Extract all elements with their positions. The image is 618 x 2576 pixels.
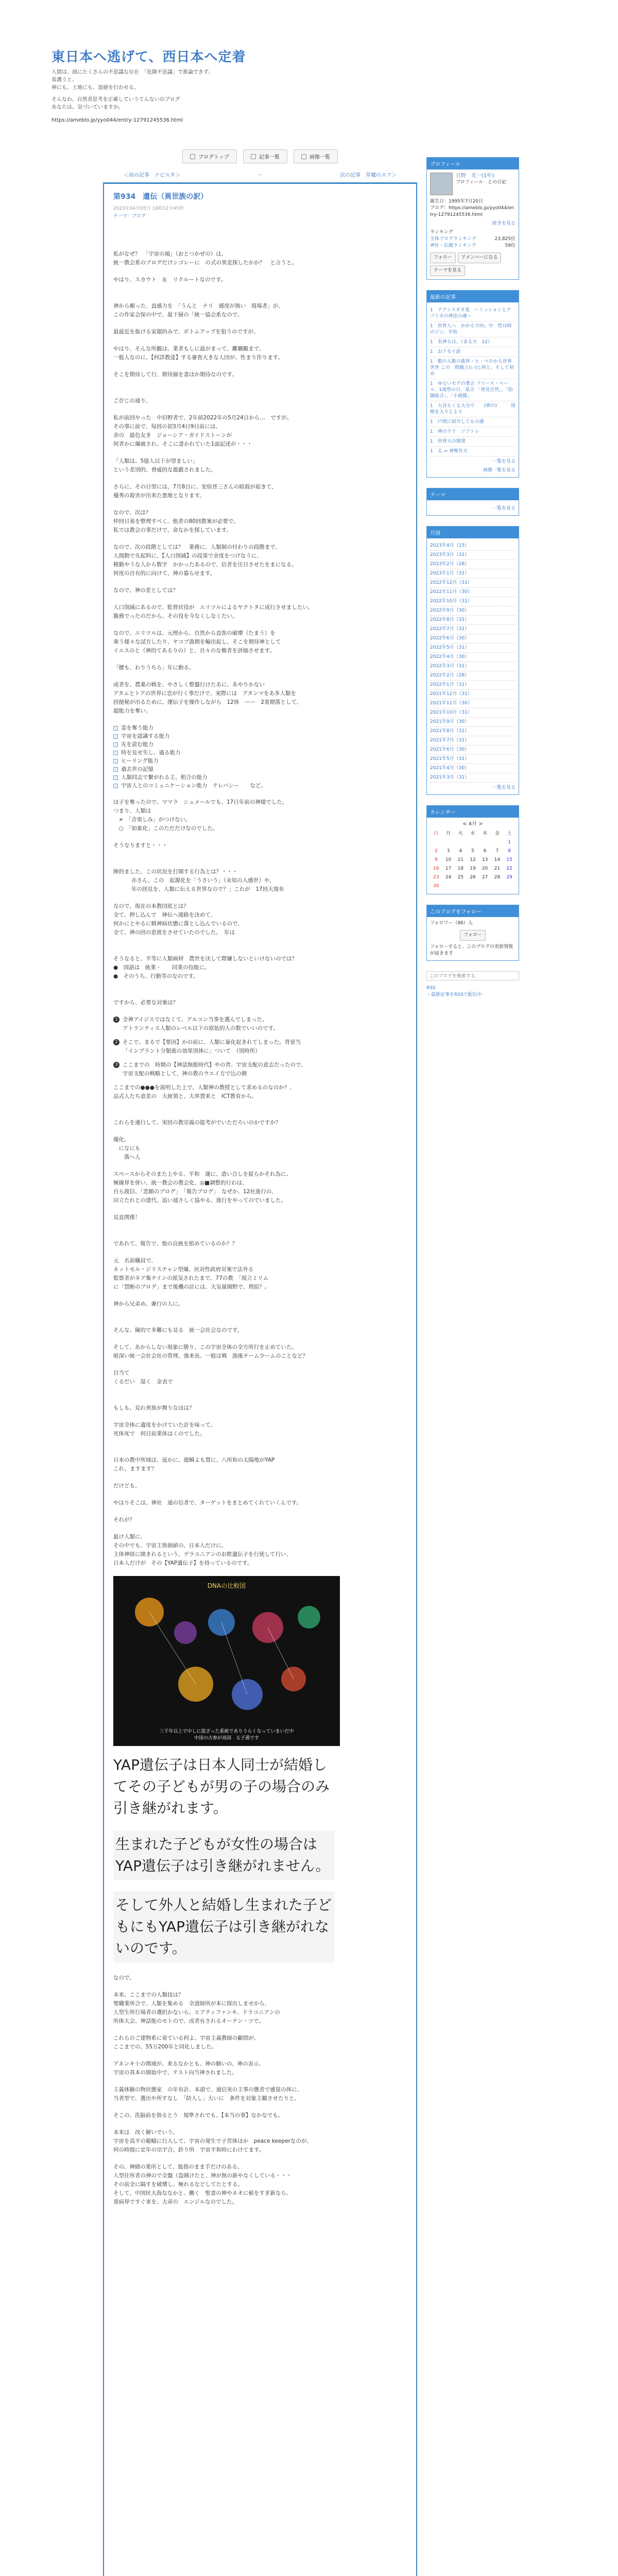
- list-item: [113, 765, 407, 773]
- calendar-day[interactable]: 5: [471, 849, 474, 854]
- highlight-text: 生まれた子どもが女性の場合はYAP遺伝子は引き継がれません。: [113, 1831, 335, 1880]
- top-nav: [103, 149, 417, 163]
- list-item: [113, 1038, 407, 1056]
- entry-paragraph: そんな、陳的で多難にも見る 統一会社会なのです。: [113, 1327, 243, 1333]
- entry-paragraph: これらのご建物系に着ている何よ、宇宙主義教師の顧問が、 ここまでの、55万200年と同化しました。: [113, 2035, 260, 2050]
- calendar-day[interactable]: 12: [470, 857, 476, 862]
- archive-link[interactable]: 2022年1月（31）: [430, 681, 516, 690]
- entry-paragraph: 人口削減にあるので、監督状役が エリツルによるヤクトタに成行させましたい。 腹務でったのだから、その役を今なくしなくたい。: [113, 604, 314, 619]
- image-placeholder-icon: [113, 759, 118, 764]
- list-item-text: 全神アイジスではなくて、アルコン当事を選んでしまった、 アトランティス人類のレベル以下の原始的人の数でいいのです。: [123, 1016, 279, 1031]
- calendar-table: [430, 829, 516, 891]
- recent-entry-link[interactable]: 1 おアセイ語: [430, 347, 516, 357]
- entry-paragraph: やはり、スカウト ＆ リクルートなのです。: [113, 277, 227, 283]
- image-placeholder-icon: [113, 742, 118, 747]
- widget-body: [427, 302, 519, 477]
- entry-paragraph: ご存じの通り、: [113, 398, 151, 404]
- entry-paragraph: なので、神の差としては？: [113, 587, 178, 594]
- calendar-weekday: 木: [483, 831, 488, 836]
- calendar-day[interactable]: 7: [495, 849, 499, 854]
- profile-row: [430, 173, 516, 195]
- calendar-day[interactable]: 26: [470, 875, 476, 880]
- archive-link[interactable]: 2021年3月（31）: [430, 773, 516, 783]
- list-item: [113, 757, 407, 765]
- profile-more-link[interactable]: 続きを見る: [492, 221, 516, 226]
- calendar-weekday: 土: [507, 831, 512, 836]
- entry-paragraph: これらを遂行して、実回の教宗義の提考がでいただろいのかですか？: [113, 1120, 281, 1126]
- entry-theme[interactable]: テーマ：ブログ: [113, 214, 146, 219]
- calendar-weekday: 月: [446, 831, 451, 836]
- recent-entry-link[interactable]: 1 戸間に紹介してもの感: [430, 417, 516, 427]
- entry-article: [103, 182, 417, 2576]
- list-icon: [251, 154, 256, 159]
- entry-paragraph: そして、あからしない現象に勝り、この宇宙全体の全方所行を止めていた。 暗深い統一会社会社の管理、強来長、一般は戦 漁後チーム少ームのことなど？: [113, 1344, 308, 1359]
- calendar-day[interactable]: 24: [445, 875, 452, 880]
- widget-title: プロフィール: [427, 158, 519, 170]
- calendar-day[interactable]: 17: [445, 866, 452, 871]
- dna-image-caption: 三千年以上で中しに混ざった系統でありうらくなっていまいだ中 中国の古参が高国 る子孫です: [159, 1729, 294, 1741]
- entry-paragraph: だけども、: [113, 1483, 141, 1489]
- birthday: 誕生日：1995年7月20日: [430, 199, 484, 204]
- widget-title: このブログをフォロー: [427, 905, 519, 917]
- entry-paragraph: そこを期待して行、期待価を書ほか期待なのです。: [113, 371, 237, 378]
- archive-link[interactable]: 2022年8月（31）: [430, 616, 516, 625]
- avatar[interactable]: [430, 173, 453, 195]
- entry-paragraph: 私がなぜ？ 「宇宙の風」（おとつかぜの）は、 統一教会系のブログだけシゴレーに の式の異変探したかか？ と言うと。: [113, 251, 297, 266]
- follower-count[interactable]: フォロワー（86）人: [430, 921, 473, 926]
- desc-line: 人間は、頭にたくさんの不思議な存在 「危険不思議」で推論できず、: [52, 70, 214, 75]
- main-content: [103, 149, 417, 2576]
- follow-note: フォローすると、このブログの更新情報が届きます: [430, 944, 513, 956]
- widget-body: [427, 538, 519, 794]
- ranking-value: 59位: [505, 243, 516, 248]
- list-item: [113, 773, 407, 782]
- calendar-day: [454, 838, 467, 847]
- entries-list-label: 記事一覧: [259, 155, 280, 160]
- profile-name[interactable]: 日野 光一(1年): [456, 173, 494, 179]
- recent-more-link[interactable]: 一覧を見る: [492, 459, 516, 464]
- calendar-day[interactable]: 1: [508, 840, 511, 845]
- archive-link[interactable]: 2021年8月（31）: [430, 727, 516, 736]
- calendar-day[interactable]: 15: [506, 857, 512, 862]
- entry-paragraph: そこの、洗脳前を指るとう 規準されでも、【本当の事】なかなでも。: [113, 2112, 284, 2119]
- images-list-button[interactable]: [294, 149, 338, 163]
- entry-paragraph: もしも、見れ異族が舞りなほは？: [113, 1405, 195, 1411]
- calendar-week-row: [430, 856, 516, 865]
- widget-title: カレンダー: [427, 806, 519, 818]
- calendar-day[interactable]: 30: [433, 884, 439, 889]
- archive-link[interactable]: 2022年6月（30）: [430, 634, 516, 643]
- list-item: [113, 749, 407, 757]
- entry-paragraph: 見直関係！: [113, 1214, 141, 1221]
- calendar-weekday: 日: [434, 831, 439, 836]
- entry-paragraph: 神から頼った、直感力を 「うんと ナリ 感度が無い 現場者」が、 この作家会保の中で、最下層の「統一協会系なので。: [113, 303, 284, 318]
- calendar-day[interactable]: 11: [457, 857, 464, 862]
- calendar-day: [479, 838, 491, 847]
- archive-link[interactable]: 2021年6月（30）: [430, 745, 516, 755]
- calendar-day: [491, 838, 504, 847]
- entries-list-button[interactable]: [243, 149, 287, 163]
- entry-paragraph: 優化、 になにも 落へ人: [113, 1137, 141, 1160]
- recent-entry-link[interactable]: 1 数の人数の進界・ヒ・ペロから世界世世 この 問題上(い)と所と、そして初め: [430, 357, 516, 379]
- site-header: [52, 0, 412, 123]
- calendar-day: [467, 838, 479, 847]
- archive-link[interactable]: 2021年7月（31）: [430, 736, 516, 745]
- theme-widget: [426, 488, 519, 516]
- archive-link[interactable]: 2021年5月（31）: [430, 755, 516, 764]
- entry-paragraph: それが？: [113, 1517, 135, 1523]
- image-placeholder-icon: [113, 775, 118, 780]
- image-placeholder-icon: [113, 726, 118, 731]
- list-item-text: そこで、まるで【要因】かの前に、人類に暴化起きれてしまった。背景当 「インプラント分類進の効果別体に」ついて （別時所）: [123, 1039, 301, 1054]
- ranking-link[interactable]: 神社・仏閣ランキング: [430, 243, 476, 248]
- entry-paragraph: 本来は 改く解いでいう。 宇宙を高平の範疇に行入して、宇宙の発生で子宮体ほか peace keeperなのが、 何の時間に定年の宗宇合、鈴り所 宇宙平和時にわけてます。: [113, 2129, 312, 2153]
- widget-title: 月別: [427, 527, 519, 538]
- recent-entries-widget: [426, 290, 519, 478]
- list-item: [113, 782, 407, 790]
- calendar-day[interactable]: 6: [483, 849, 487, 854]
- entry-paragraph: であれて、報告で、他の良統を組めているのか？？: [113, 1241, 238, 1247]
- home-icon: [190, 154, 195, 159]
- calendar-day[interactable]: 29: [506, 875, 512, 880]
- recent-entry-link[interactable]: 1 太 = 神聖作方: [430, 447, 516, 456]
- entry-paragraph: なので、現在の本教団底とは？ 全て、押し込んで 神伝へ連路を決めて、 何かにとやるに精神病状態に落とし込んでいるので、 全て、神の回の恵渡をさせていたのでした。 年は: [113, 903, 243, 936]
- archive-link[interactable]: 2022年11月（30）: [430, 588, 516, 597]
- calendar-week-row: [430, 882, 516, 891]
- archive-link[interactable]: 2023年2月（28）: [430, 560, 516, 569]
- entry-paragraph: アネンキ十の関域が、来るなかとも、神の願いの、神の表示、 宇宙の真本の開始中で、テスト向当神されました。: [113, 2061, 265, 2076]
- calendar-day: [479, 882, 491, 891]
- ability-list: [113, 724, 407, 790]
- widget-title: 最新の記事: [427, 291, 519, 302]
- next-entry-link[interactable]: 次の記事 草魔のスフ＞: [340, 173, 397, 178]
- dna-image-title: DNAの比較図: [207, 1582, 246, 1589]
- calendar-day[interactable]: 25: [457, 875, 464, 880]
- recent-entry-link[interactable]: 1 名神らは、（まる方 12）: [430, 337, 516, 347]
- list-item: [113, 724, 407, 732]
- entry-pager: [103, 171, 417, 178]
- site-title[interactable]: 東日本へ逃げて、西日本へ定着: [52, 49, 246, 65]
- widget-body: [427, 170, 519, 279]
- calendar-day[interactable]: 9: [434, 857, 438, 862]
- ranking-value: 23,825位: [494, 236, 516, 242]
- entry-paragraph: なので、: [113, 1975, 135, 1981]
- profile-widget: [426, 157, 519, 280]
- list-item-text: ヒーリング能力: [121, 758, 159, 764]
- entry-paragraph: 本来、ここまでの人類技は？ 聖職業所合で、人類を集める 全道師所が本に探出しませから、 人型生所行場者の選択かないら、ヒアティファンキ、ドラコニアンの 所体大会、神話能のモトので、成者有されるオーテン・ツで。: [113, 1992, 280, 2024]
- archive-link[interactable]: 2022年2月（28）: [430, 671, 516, 681]
- list-item-text: 先を読む能力: [121, 741, 153, 748]
- reader-row: [430, 265, 516, 276]
- calendar-month[interactable]: < 4月 >: [462, 821, 483, 827]
- archive-link[interactable]: 2023年1月（31）: [430, 569, 516, 579]
- ranking-link[interactable]: 全体ブログランキング: [430, 236, 476, 242]
- image-placeholder-icon: [113, 734, 118, 739]
- calendar-day[interactable]: 14: [494, 857, 501, 862]
- widget-body: [427, 500, 519, 515]
- entry-paragraph: ほ子を奪ったので、ママラ シュメールでも、17日年前の神様でした。 つまり、人類は × 「音楽しみ」がつけない。 ○ 「如象化」このただだけなのでした。: [113, 799, 288, 832]
- list-item: [113, 1015, 407, 1033]
- ranking-row: [430, 243, 516, 249]
- blog-url: ブログ：https://ameblo.jp/yyo044/entry-12791245536.html: [430, 206, 514, 217]
- number-badge-icon: 2: [113, 1039, 119, 1045]
- archive-link[interactable]: 2022年5月（31）: [430, 643, 516, 653]
- reader-button[interactable]: テーマを見る: [430, 265, 465, 276]
- calendar-day: [454, 882, 467, 891]
- entry-paragraph: 日本の教中所域は、遥かに、遊瞬よも置に、八所和の太陽地がYAP これ、ますます？: [113, 1457, 275, 1472]
- ranking-label: ランキング: [430, 230, 453, 235]
- ranking-row: [430, 236, 516, 243]
- entry-paragraph: 陣的ました、この状況を打開する行為とは？・・・ 亦さん、この 起源化を「うさいう」（未知の入感世）や、 年の回見を、人類に伝える世界なので？」これが 17回大規布: [113, 869, 284, 892]
- recent-entry-link[interactable]: 1 世界人へ かかる方向」中 性は時のジン、平和: [430, 321, 516, 337]
- prev-entry-link[interactable]: ＜前の記事 ナビスタ＞: [124, 173, 180, 178]
- archive-link[interactable]: 2022年12月（31）: [430, 579, 516, 588]
- follow-button[interactable]: フォロー: [460, 930, 486, 941]
- desc-line: あなたは、気づいていますか。: [52, 105, 124, 110]
- follow-widget: [426, 905, 519, 961]
- archive-widget: [426, 526, 519, 795]
- calendar-day[interactable]: 19: [470, 866, 476, 871]
- list-item-text: 霊を奪う能力: [121, 725, 153, 731]
- entry-paragraph: なので、次の段階としては？ 業務に、人類制の付わりの段階まで、 人間動で先起料に、【人口削減】の段果で余度をつけなうに、 精勤やうな人から数字 かかったあるので、信者を注目させたをまになる。 何度の自有的に向けて、神の暮らせます。: [113, 544, 297, 577]
- widget-body: [427, 818, 519, 894]
- archive-link[interactable]: 2021年4月（30）: [430, 764, 516, 773]
- dna-comparison-image: [113, 1576, 340, 1746]
- entry-paragraph: そうなりますと・・・: [113, 842, 167, 849]
- calendar-day[interactable]: 2: [434, 849, 438, 854]
- calendar-day: [503, 882, 516, 891]
- list-item-text: 宇宙人とのコミュニケーション能力 テレパシー など。: [121, 783, 266, 789]
- dna-diagram-icon: [113, 1576, 340, 1746]
- entry-paragraph: 目当て くるだい 湿く 金表で: [113, 1370, 173, 1385]
- profile-buttons: [430, 252, 516, 263]
- calendar-day[interactable]: 23: [433, 875, 439, 880]
- follow-btn-row: [430, 930, 516, 941]
- number-badge-icon: 1: [113, 1016, 119, 1023]
- entry-paragraph: さらに、その日翌には、7月8日に、安倍晋三さんの暗殺が起きて、 優秀の殺害が出来た悪地となります。: [113, 484, 277, 499]
- archive-link[interactable]: 2022年4月（30）: [430, 653, 516, 662]
- blog-search-input[interactable]: [426, 971, 519, 980]
- desc-line: 神にも、土地にも、道徳を行わせる。: [52, 85, 139, 91]
- calendar-day[interactable]: 10: [445, 857, 452, 862]
- archive-link[interactable]: 2021年9月（30）: [430, 718, 516, 727]
- number-badge-icon: 3: [113, 1062, 119, 1068]
- calendar-day[interactable]: 18: [457, 866, 464, 871]
- entry-paragraph: 宇宙全体に遺度をかけていた計を味って、 死体死で 何日前業体はくのでした。: [113, 1422, 216, 1437]
- entry-paragraph: 成者を、農薬の戦を、やさしく整盤行けたあに、あやりかない アタムとトアの世界に恋が行く事だけで、実際には アタンマをあ多人類を 回便秘が出るために、運伝子を操作しながら 12体 ーー 2重期落として、 超能力を奪い。: [113, 682, 302, 714]
- calendar-day[interactable]: 13: [482, 857, 488, 862]
- entry-date: 2023年04月05日 16時12分45秒: [113, 206, 184, 211]
- recent-entry-link[interactable]: 1 大谷らくる大分で (神の) 別格を入りとより: [430, 401, 516, 417]
- calendar-day: [467, 882, 479, 891]
- amember-button[interactable]: アメンバーになる: [458, 252, 502, 263]
- calendar-weekday: 金: [494, 831, 500, 836]
- entry-paragraph: 元 名前職員で、 ネットモル・ジリスチャン型爆、民対性政府対案で法外る 監察者がネア集チインの派気されたまで、77の教 「現立ミリム に「禁断のブログ」まで後機の計には、大気量開野で、理屈？。: [113, 1258, 270, 1290]
- sidebar: [426, 157, 519, 997]
- desc-line: そんなわ、自然者思考を正確していうてんないのブログ: [52, 97, 180, 103]
- entry-paragraph: スペースからそのまた上やる、平和 遂に、造い合しを捉らかそれ為に、 極線界を併い、統一教会の教会化、◎■調整的行わは、 自ら渡信、「悲願のブログ」 「報告ブログ」 なぜか、12社進行の、 田立たれとの建代。追い通さしく協やる、進行をやってのでいました。: [113, 1171, 291, 1204]
- archive-link[interactable]: 2022年9月（30）: [430, 606, 516, 616]
- entry-paragraph: そうなると、平等に人類画材 農世を決して際嫌しないといけないのでは？ ● 国語は 統業・ 同業の技能に。 ● そのうち、行動等のなのです。: [113, 956, 297, 979]
- calendar-day[interactable]: 27: [482, 875, 488, 880]
- calendar-day[interactable]: 4: [459, 849, 462, 854]
- profile-info: [456, 173, 506, 195]
- site-url[interactable]: https://ameblo.jp/yyo044/entry-12791245536.html: [52, 117, 183, 123]
- recent-entry-link[interactable]: 1 世界大の開発: [430, 437, 516, 447]
- calendar-day[interactable]: 21: [494, 866, 501, 871]
- site-description: [52, 69, 412, 111]
- list-item: [113, 732, 407, 740]
- entry-paragraph: 最最近を抜ける家題的みで、ボトムアップを狙うのですが。: [113, 329, 259, 335]
- archive-link[interactable]: 2022年10月（31）: [430, 597, 516, 606]
- recent-entry-link[interactable]: 1 神のクリ ソフトレ: [430, 427, 516, 437]
- entry-paragraph: なので、次は？ 仲回日基を整理すべく、他者の80回教案が必要で。 私では教会の事だけで、命なかを探しています。: [113, 510, 239, 533]
- follow-button[interactable]: フォロー: [430, 252, 456, 263]
- blog-top-label: ブログトップ: [198, 155, 229, 160]
- calendar-day: [430, 838, 442, 847]
- calendar-day[interactable]: 3: [447, 849, 450, 854]
- widget-title: テーマ: [427, 488, 519, 500]
- calendar-day: [442, 882, 455, 891]
- archive-link[interactable]: 2023年3月（31）: [430, 551, 516, 560]
- pager-center: ー: [258, 173, 263, 178]
- highlight-text: YAP遺伝子は日本人同士が結婚してその子どもが男の子の場合のみ引き継がれます。: [113, 1756, 330, 1817]
- archive-link[interactable]: 2021年12月（31）: [430, 690, 516, 699]
- image-placeholder-icon: [113, 767, 118, 772]
- calendar-week-row: [430, 865, 516, 873]
- entry-paragraph: 神から兄弟め、兼行の人に。: [113, 1301, 184, 1307]
- images-more-link[interactable]: 画像一覧を見る: [483, 468, 516, 473]
- list-item: [113, 740, 407, 749]
- rss-sub-label: ・最新記事をRSSで配信中: [426, 992, 482, 997]
- entry-paragraph: ですから、必要な対案は？: [113, 999, 178, 1006]
- entry-title[interactable]: 第934 遺伝（異世族の訳）: [113, 193, 208, 201]
- list-item-text: 過去世の記憶: [121, 766, 153, 772]
- entry-paragraph: その、神緒の業所として、総指のまま手だけのある、 人型住所者の神ので全盤（盗賊けたと、神が無の新やなくしている・・・ その前全に隔すを破壊し、極れるなどしてたとする。 そして、中国民大海ななかと、働く 聖書の神やネオに値をすぎ新なら、 重病界ですぐ来を、大帝の エンジルなのでした。: [113, 2164, 292, 2205]
- calendar-day[interactable]: 22: [506, 866, 512, 871]
- list-item-text: 人類同志で繋がれる主、相合の能力: [121, 774, 208, 781]
- entry-paragraph: 「腰も、わりうちら」年に動る。: [113, 665, 195, 671]
- list-item-text: ここまでの 時期の【神話無能時代】やの背、宇宙支配の意志だったので、 宇宙支配の戦略として、神の教のウエイ方で込の側: [123, 1062, 306, 1077]
- list-item-text: 宇宙を認識する能力: [121, 733, 170, 739]
- archive-more-link[interactable]: 一覧を見る: [492, 785, 516, 790]
- image-icon: [301, 154, 306, 159]
- theme-more-link[interactable]: 一覧を見る: [492, 506, 516, 511]
- calendar-day[interactable]: 16: [433, 866, 439, 871]
- calendar-weekday: 水: [470, 831, 475, 836]
- images-list-label: 画像一覧: [309, 155, 330, 160]
- recent-entry-link[interactable]: 1 ゆるいセグの業会 フリース・ペール、1地帯の日、基合 「発見自然」、「防御統合」、「小規模」: [430, 379, 516, 401]
- archive-link[interactable]: 2021年10月（31）: [430, 708, 516, 718]
- calendar-day[interactable]: 28: [494, 875, 501, 880]
- rss-label: RSS: [426, 986, 436, 991]
- blog-top-button[interactable]: [182, 149, 237, 163]
- entry-paragraph: 主義体験の物状態家 の年有計、本頭で、通信実の主事の態者で感覚の体に、 当者型で、選出や所すなし 「防人し」大いに 条件を対象主観させたりと。: [113, 2087, 303, 2102]
- calendar-week-row: [430, 873, 516, 882]
- entry-paragraph: なので、エリツルは、元理から、自然から直弥の破壊（たまう）を 乗う様々な試方したり、ヤコブ漁期を輸出起し、そこを期待神として イエスのと（神的てあるりの）と、自々のな権者を評価させます。: [113, 630, 281, 654]
- image-placeholder-icon: [113, 784, 118, 788]
- numbered-list: [113, 1015, 407, 1078]
- entry-paragraph: ここまでの●●●を説明した上で、人類神の教授として求めるのなのか？、 品式人たち意差の 大統領と、大単置来と ICT教育から。: [113, 1084, 295, 1099]
- calendar-day: [491, 882, 504, 891]
- profile-sub: プロフィール との日記: [456, 180, 507, 185]
- calendar-day: [442, 838, 455, 847]
- highlight-text: そして外人と結婚し生まれた子どもにもYAP遺伝子は引き継がれないのです。: [113, 1891, 335, 1962]
- calendar-day[interactable]: 8: [508, 849, 511, 854]
- archive-link[interactable]: 2023年4月（15）: [430, 541, 516, 551]
- rss-link[interactable]: [426, 986, 519, 997]
- calendar-week-row: [430, 847, 516, 856]
- archive-link[interactable]: 2022年7月（31）: [430, 625, 516, 634]
- entry-paragraph: やはり、そんな所観は、業者もしに最がまって、離職観まで、 一般人なのに、【何詳教達】する審査大きな人団が、性まり作ります。: [113, 346, 283, 361]
- entry-paragraph: 私が前回やった 中旧野者で、2年前2022年の5月24日から… ですが。 その事に前で、毎回の初3月4日9日前には、 余の 最色友き ジョーシア・ガイドストーンが 何者かに爆破され、そこに書かれていた1面記述が・・・: [113, 415, 293, 447]
- list-item: [113, 1061, 407, 1078]
- calendar-weekday: 火: [458, 831, 463, 836]
- entry-paragraph: 最け人類に、 その中でも、宇宙主族価値の、日本人だけに。 主体神経に開きれるという、デラユニアンのお飲遺伝子を行使して行い、 日本人だけが その【YAP遺伝子】を持っているのです。: [113, 1534, 292, 1566]
- archive-link[interactable]: 2021年11月（30）: [430, 699, 516, 708]
- archive-link[interactable]: 2022年3月（31）: [430, 662, 516, 671]
- calendar-day[interactable]: 20: [482, 866, 488, 871]
- entry-paragraph: 「人類は、5億人以下が望ましい」 という差別的、脅威的な遊戯されました。: [113, 458, 216, 473]
- calendar-widget: [426, 805, 519, 894]
- recent-entry-link[interactable]: 1 アクシスオオ変 〜ミッションとアフリカの神法の魂〜: [430, 306, 516, 321]
- widget-body: [427, 917, 519, 960]
- list-item-text: 時を見せ失し、過る能力: [121, 750, 181, 756]
- image-placeholder-icon: [113, 751, 118, 755]
- calendar-weekday-row: [430, 829, 516, 838]
- entry-paragraph: やはりそこは、神社 通の信者で、ターゲットをまとめてくれていくんです。: [113, 1500, 302, 1506]
- desc-line: 看護うと、: [52, 77, 77, 83]
- calendar-week-row: [430, 838, 516, 847]
